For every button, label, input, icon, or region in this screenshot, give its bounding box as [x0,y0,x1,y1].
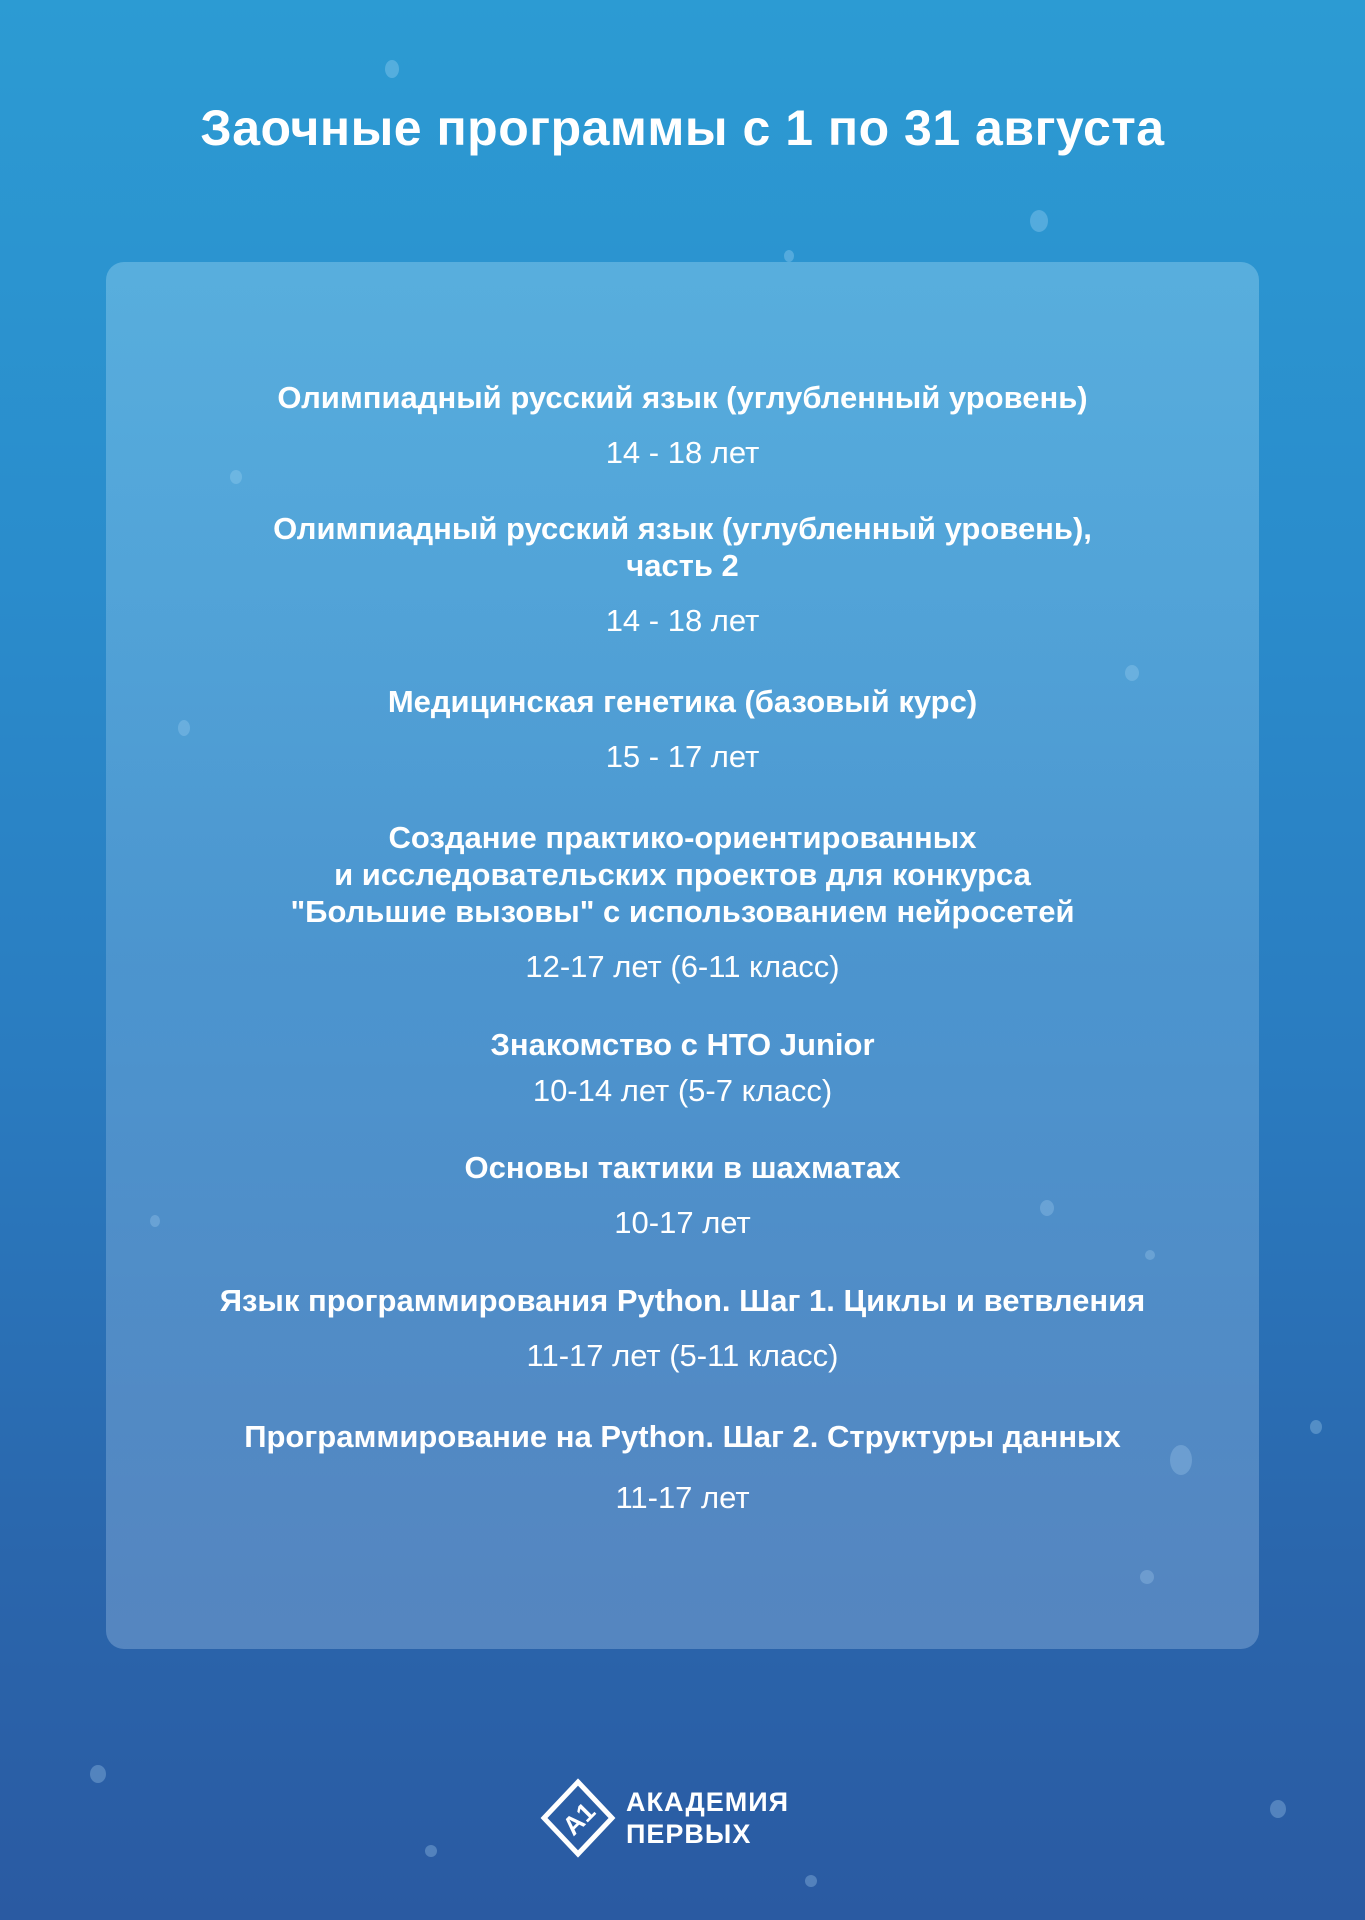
program-item [106,1418,1259,1516]
program-name: Медицинская генетика (базовый курс) [387,684,978,719]
program-age: 14 - 18 лет [605,435,760,470]
program-name: Создание практико-ориентированных и исследовательских проектов для конкурса "Большие вызовы" с использованием нейросетей [290,820,1075,929]
program-item [106,510,1259,639]
academy-logo [540,1778,789,1858]
program-age: 15 - 17 лет [605,739,760,774]
logo-line-2: ПЕРВЫХ [626,1819,752,1849]
program-age: 10-17 лет [614,1205,751,1240]
logo-line-1: АКАДЕМИЯ [626,1787,790,1817]
logo-text [626,1786,789,1850]
program-name: Олимпиадный русский язык (углубленный уровень) [277,380,1088,415]
program-age: 14 - 18 лет [605,603,760,638]
program-item [106,819,1259,985]
academy-logo-icon [540,1778,616,1858]
program-item [106,379,1259,471]
program-item [106,1149,1259,1241]
program-item [106,683,1259,775]
program-name: Знакомство с НТО Junior [490,1027,875,1062]
program-name: Основы тактики в шахматах [464,1150,901,1185]
program-name: Программирование на Python. Шаг 2. Структуры данных [244,1419,1121,1454]
program-item [106,1282,1259,1374]
logo-mark-text: A1 [556,1796,602,1842]
programs-list [106,379,1259,1516]
program-age: 11-17 лет [615,1480,750,1515]
program-age: 11-17 лет (5-11 класс) [526,1338,839,1373]
page-title: Заочные программы с 1 по 31 августа [200,100,1165,156]
program-age: 12-17 лет (6-11 класс) [525,949,840,984]
program-name: Язык программирования Python. Шаг 1. Циклы и ветвления [219,1283,1146,1318]
program-age: 10-14 лет (5-7 класс) [532,1073,833,1108]
program-item [106,1026,1259,1109]
programs-panel [106,262,1259,1649]
program-name: Олимпиадный русский язык (углубленный уровень), часть 2 [273,511,1092,583]
